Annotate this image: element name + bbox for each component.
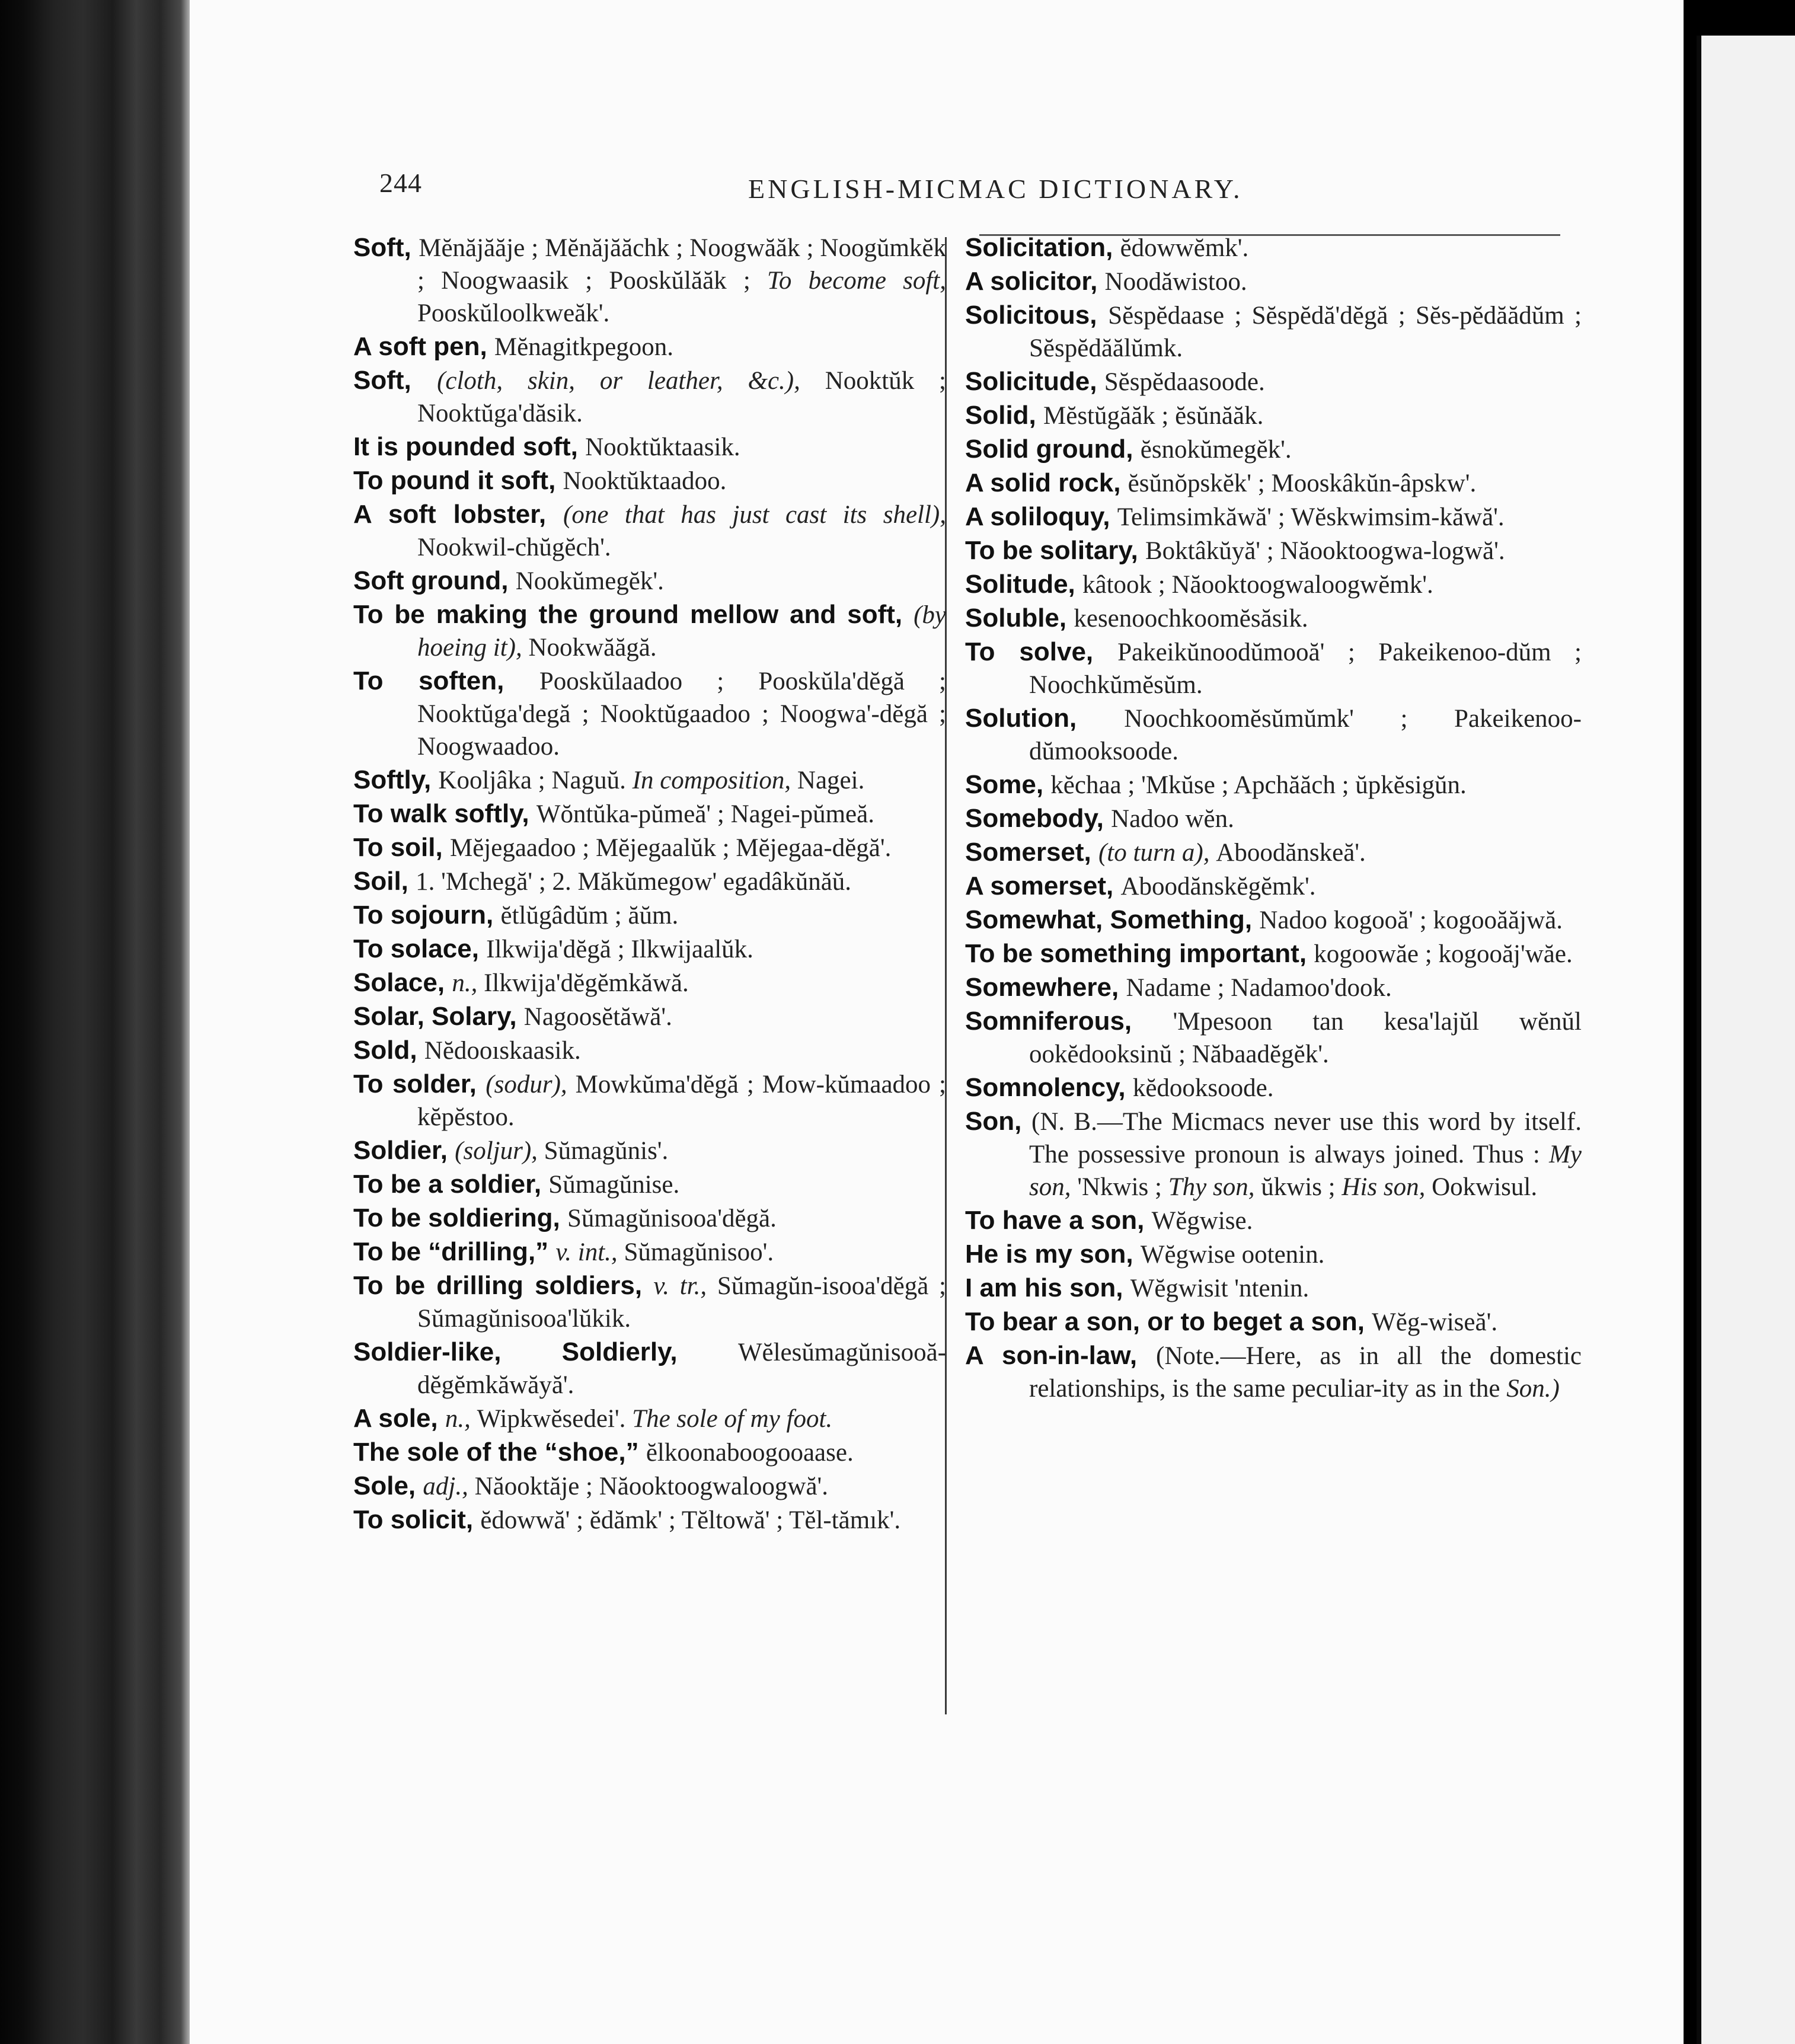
entry-headword: Solitude, [965,570,1082,599]
entry-headword: A solicitor, [965,267,1105,296]
dictionary-entry [353,330,946,363]
dictionary-entry [965,365,1582,398]
entry-headword: A sole, [353,1404,445,1433]
entry-headword: Somnolency, [965,1073,1133,1102]
entry-definition: Aboodănskĕgĕmk'. [1120,873,1316,900]
entry-headword: Soldier-like, Soldierly, [353,1337,738,1366]
entry-definition: Mowkŭma'dĕgă ; Mow-kŭmaadoo ; kĕpĕstoo. [417,1071,946,1131]
entry-definition: Wĕgwise ootenin. [1140,1241,1325,1269]
entry-definition: Mĕnăjăăje ; Mĕnăjăăchk ; Noogwăăk ; Noogŭmkĕk ; Noogwaasik ; Pooskŭlăăk ; [417,234,946,295]
dictionary-entry [353,598,946,664]
dictionary-entry [965,903,1582,937]
entry-italic-text: The sole of my foot. [632,1405,833,1433]
entry-definition: ĕlkoonaboogooaase. [646,1439,854,1467]
entry-italic-text: My son, [1029,1141,1582,1201]
entry-italic-text: (soljur), [455,1137,544,1165]
entry-headword: To solder, [353,1069,486,1098]
entry-definition: Nadoo kogooă' ; kogooăăjwă. [1259,906,1563,934]
entry-headword: Soft, [353,366,437,395]
dictionary-entry [353,231,946,330]
entry-headword: To solace, [353,934,487,963]
entry-headword: Some, [965,770,1051,799]
entry-definition: Mĕjegaadoo ; Mĕjegaalŭk ; Mĕjegaa-dĕgă'. [449,834,892,862]
entry-headword: A soft pen, [353,332,494,361]
dictionary-entry [353,899,946,932]
entry-definition: Boktâkŭyă' ; Năooktoogwa-logwă'. [1145,537,1505,565]
dictionary-entry [353,1336,946,1401]
entry-headword: Soluble, [965,603,1074,633]
entry-headword: Soil, [353,867,416,896]
dictionary-entry [353,1503,946,1537]
entry-italic-text: Thy son, [1168,1173,1261,1201]
dictionary-entry [353,1000,946,1033]
entry-definition: 'Mpesoon tan kesa'lajŭl wĕnŭl ookĕdooksinŭ ; Năbaadĕgĕk'. [1029,1008,1582,1068]
entry-headword: Solace, [353,968,452,997]
entry-definition: Pooskŭloolkweăk'. [417,299,610,327]
entry-headword: Sole, [353,1471,423,1500]
dictionary-entry [353,665,946,763]
dictionary-entry [965,1005,1582,1071]
entry-definition: Mĕnagitkpegoon. [494,333,674,361]
entry-italic-text: (sodur), [486,1071,576,1098]
entry-italic-text: (by hoeing it), [417,601,946,662]
entry-definition: Nookwil-chŭgĕch'. [417,534,611,561]
dictionary-entry [965,768,1582,801]
dictionary-entry [353,1235,946,1269]
entry-headword: Somerset, [965,838,1098,867]
dictionary-entry [353,932,946,966]
entry-definition: kĕdooksoode. [1132,1074,1274,1102]
dictionary-entry [353,364,946,430]
dictionary-entry [353,1470,946,1503]
entry-headword: To walk softly, [353,799,536,828]
dictionary-entry [965,635,1582,701]
entry-definition: Nagoosĕtăwă'. [523,1003,672,1031]
dictionary-entry [965,937,1582,970]
entry-headword: To have a son, [965,1206,1152,1235]
entry-italic-text: v. tr., [653,1272,717,1300]
entry-headword: To be “drilling,” [353,1237,556,1266]
entry-definition: kâtook ; Năooktoogwaloogwĕmk'. [1082,571,1433,599]
dictionary-entry [353,1168,946,1201]
dictionary-entry [353,564,946,598]
running-head: ENGLISH-MICMAC DICTIONARY. [748,174,1243,204]
dictionary-entry [965,1238,1582,1271]
dictionary-entry [353,1436,946,1469]
dictionary-entry [353,764,946,797]
entry-italic-text: n., [445,1405,477,1433]
entry-headword: Solicitous, [965,301,1109,330]
dictionary-entry [965,568,1582,601]
entry-definition: ĕtlŭgâdŭm ; ăŭm. [500,902,679,930]
entry-headword: I am his son, [965,1273,1130,1302]
entry-italic-text: v. int., [555,1238,624,1266]
entry-definition: Kooljâka ; Naguŭ. [438,766,633,794]
entry-definition: kesenoochkoomĕsăsik. [1074,605,1308,633]
book-edge [0,0,196,2044]
entry-definition: Ilkwija'dĕgĕmkăwă. [484,969,689,997]
entry-headword: Softly, [353,765,439,794]
entry-definition: Sŭmagŭnisoo'. [624,1238,774,1266]
entry-headword: Somebody, [965,804,1112,833]
entry-definition: Ookwisul. [1432,1173,1538,1201]
entry-headword: Son, [965,1107,1032,1136]
entry-definition: 'Nkwis ; [1077,1173,1168,1201]
entry-italic-text: (to turn a), [1098,839,1216,867]
entry-italic-text: In composition, [632,766,797,794]
entry-headword: It is pounded soft, [353,432,586,461]
dictionary-entry [965,1204,1582,1237]
entry-headword: Somewhere, [965,973,1126,1002]
entry-headword: A soft lobster, [353,500,564,529]
entry-definition: Noochkoomĕsŭmŭmk' ; Pakeikenoo-dŭmooksoode. [1029,705,1582,765]
dictionary-entry [965,231,1582,264]
entry-headword: Solid ground, [965,435,1141,464]
dictionary-entry [965,870,1582,903]
entry-definition: Nadoo wĕn. [1111,805,1234,833]
entry-headword: Solid, [965,401,1043,430]
entry-definition: Nĕdooıskaasik. [424,1037,581,1065]
dictionary-entry [965,399,1582,432]
entry-definition: Năooktăje ; Năooktoogwaloogwă'. [474,1473,829,1500]
dictionary-entry [965,500,1582,534]
entry-definition: ĕsŭnŏpskĕk' ; Mooskâkŭn-âpskw'. [1128,470,1477,497]
entry-definition: Wĕgwisit 'ntenin. [1130,1275,1309,1302]
entry-italic-text: adj., [423,1473,475,1500]
entry-headword: To solicit, [353,1505,481,1534]
entry-definition: Wipkwĕsedei'. [477,1405,633,1433]
dictionary-entry [353,1202,946,1235]
entry-headword: Soft, [353,233,419,262]
entry-headword: A somerset, [965,871,1121,900]
dictionary-entry [353,498,946,564]
entry-italic-text: To become soft, [766,267,946,295]
entry-italic-text: Son.) [1506,1375,1560,1403]
entry-definition: ĕdowwă' ; ĕdămk' ; Tĕltowă' ; Tĕl-tămık'. [480,1506,901,1534]
entry-headword: Somewhat, Something, [965,905,1260,934]
dictionary-entry [353,966,946,999]
dictionary-entry [965,299,1582,365]
entry-headword: To sojourn, [353,900,501,930]
dictionary-entry [353,1134,946,1167]
entry-headword: Soft ground, [353,566,516,595]
dictionary-entry [353,1068,946,1133]
entry-headword: Solicitation, [965,233,1120,262]
entry-headword: To be drilling soldiers, [353,1271,654,1300]
dictionary-entry [965,1272,1582,1305]
dictionary-entry [965,1105,1582,1203]
dictionary-entry [965,836,1582,869]
dictionary-entry [353,797,946,831]
entry-definition: Nookwăăgă. [528,634,657,662]
entry-definition: Wĕgwise. [1151,1207,1253,1235]
right-column [965,231,1582,1406]
dictionary-entry [965,467,1582,500]
entry-definition: Noodăwistoo. [1104,268,1247,296]
dictionary-entry [965,802,1582,835]
dictionary-entry [353,831,946,864]
entry-definition: Pakeikŭnoodŭmooă' ; Pakeikenoo-dŭm ; Noochkŭmĕsŭm. [1029,638,1582,699]
dictionary-entry [353,464,946,497]
entry-definition: Pooskŭlaadoo ; Pooskŭla'dĕgă ; Nooktŭga'degă ; Nooktŭgaadoo ; Noogwa'-dĕgă ; Noogwaadoo. [417,668,946,761]
entry-definition: Aboodănskeă'. [1216,839,1366,867]
dictionary-entry [965,534,1582,567]
entry-definition: Sŭmagŭnise. [548,1171,680,1199]
dictionary-entry [353,1402,946,1435]
entry-headword: Solicitude, [965,367,1104,396]
dictionary-entry [353,430,946,464]
entry-italic-text: n., [452,969,484,997]
entry-italic-text: (one that has just cast its shell), [563,501,946,529]
entry-headword: Solution, [965,704,1125,733]
entry-definition: Sŭmagŭnis'. [544,1137,669,1165]
entry-headword: A soliloquy, [965,502,1117,531]
entry-definition: (N. B.—The Micmacs never use this word by itself. The possessive pronoun is always joined. Thus : [1029,1108,1582,1168]
dictionary-entry [353,865,946,898]
entry-definition: Wŏntŭka-pŭmeă' ; Nagei-pŭmeă. [536,800,874,828]
entry-headword: Sold, [353,1036,424,1065]
entry-headword: Soldier, [353,1136,455,1165]
entry-italic-text: (cloth, skin, or leather, &c.), [437,367,825,395]
entry-headword: To pound it soft, [353,466,563,495]
entry-headword: To be a soldier, [353,1170,549,1199]
entry-definition: Sĕspĕdaase ; Sĕspĕdă'dĕgă ; Sĕs-pĕdăădŭm ; Sĕspĕdăălŭmk. [1029,302,1582,362]
entry-definition: ĕsnokŭmegĕk'. [1140,436,1292,464]
entry-definition: Nooktŭktaadoo. [563,467,727,495]
entry-headword: Solar, Solary, [353,1002,524,1031]
entry-headword: To soften, [353,666,539,695]
entry-headword: To solve, [965,637,1118,666]
entry-definition: ĕdowwĕmk'. [1120,234,1249,262]
entry-definition: Mĕstŭgăăk ; ĕsŭnăăk. [1043,402,1264,430]
entry-headword: To be making the ground mellow and soft, [353,600,914,629]
entry-definition: Nooktŭktaasik. [585,433,740,461]
entry-italic-text: His son, [1342,1173,1432,1201]
dictionary-entry [965,602,1582,635]
entry-definition: Nadame ; Nadamoo'dook. [1126,974,1392,1002]
entry-headword: A son-in-law, [965,1341,1157,1370]
entry-definition: Sĕspĕdaasoode. [1104,368,1265,396]
entry-headword: To bear a son, or to beget a son, [965,1307,1372,1336]
entry-headword: To be something important, [965,939,1314,968]
entry-definition: Telimsimkăwă' ; Wĕskwimsim-kăwă'. [1117,503,1505,531]
entry-definition: ŭkwis ; [1261,1173,1342,1201]
next-page-sliver [1697,36,1795,2044]
entry-definition: Wĕlesŭmagŭnisooă-dĕgĕmkăwăyă'. [417,1339,946,1399]
dictionary-entry [965,1071,1582,1104]
entry-definition: kĕchaa ; 'Mkŭse ; Apchăăch ; ŭpkĕsigŭn. [1050,771,1467,799]
entry-headword: He is my son, [965,1240,1141,1269]
dictionary-entry [965,702,1582,768]
left-column [353,231,946,1537]
dictionary-entry [353,1034,946,1067]
entry-definition: Nagei. [797,766,865,794]
dictionary-entry [965,265,1582,298]
dictionary-entry [965,1305,1582,1339]
entry-definition: Wĕg-wiseă'. [1372,1308,1498,1336]
entry-headword: Somniferous, [965,1007,1173,1036]
entry-headword: The sole of the “shoe,” [353,1438,646,1467]
entry-definition: Sŭmagŭn-isooa'dĕgă ; Sŭmagŭnisooa'lŭkik. [417,1272,946,1333]
dictionary-entry [965,971,1582,1004]
entry-headword: To be soldiering, [353,1203,567,1232]
entry-definition: Nooktŭk ; Nooktŭga'dăsik. [417,367,947,427]
entry-definition: kogoowăe ; kogooăj'wăe. [1314,940,1573,968]
page-number: 244 [379,168,422,198]
entry-headword: To be solitary, [965,536,1145,565]
dictionary-entry [965,1339,1582,1405]
entry-definition: Ilkwija'dĕgă ; Ilkwijaalŭk. [486,935,753,963]
dictionary-entry [353,1269,946,1335]
entry-headword: To soil, [353,833,450,862]
entry-definition: 1. 'Mchegă' ; 2. Măkŭmegow' egadâkŭnăŭ. [416,868,852,896]
entry-definition: (Note.—Here, as in all the domestic relationships, is the same peculiar-ity as in the [1029,1342,1582,1403]
dictionary-entry [965,433,1582,466]
entry-definition: Nookŭmegĕk'. [515,567,664,595]
entry-definition: Sŭmagŭnisooa'dĕgă. [567,1205,777,1232]
entry-headword: A solid rock, [965,468,1128,497]
